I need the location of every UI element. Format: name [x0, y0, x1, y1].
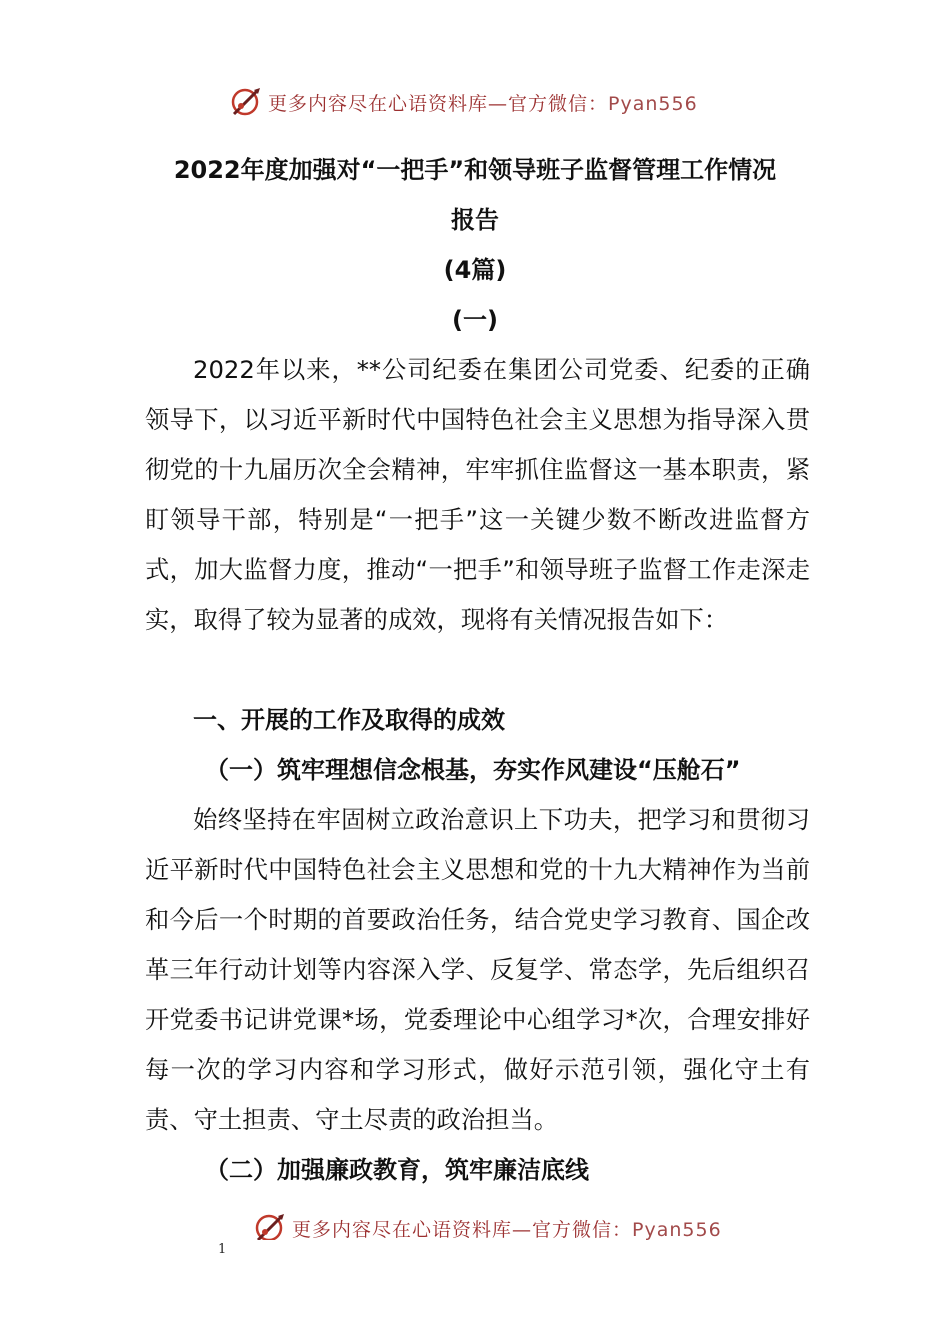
- document-count: (4篇): [443, 256, 507, 284]
- watermark-text: 更多内容尽在心语资料库—官方微信：Pyan556: [292, 1218, 722, 1240]
- wechat-id: Pyan556: [608, 92, 698, 115]
- section-heading: 一、开展的工作及取得的成效: [193, 706, 505, 734]
- subsection-heading-1: （一）筑牢理想信念根基，夯实作风建设“压舱石”: [205, 756, 741, 784]
- page-number: 1: [218, 1242, 227, 1257]
- watermark-banner-bottom: [252, 1204, 732, 1240]
- document-title-line1: 2022年度加强对“一把手”和领导班子监督管理工作情况: [173, 156, 777, 184]
- pen-logo-icon: [228, 84, 264, 120]
- pen-logo-icon: [252, 1210, 288, 1240]
- watermark-text: 更多内容尽在心语资料库—官方微信：Pyan556: [268, 92, 698, 115]
- intro-paragraph: 2022年以来，**公司纪委在集团公司党委、纪委的正确领导下，以习近平新时代中国特色社会主义思想为指导深入贯彻党的十九届历次全会精神，牢牢抓住监督这一基本职责，紧盯领导干部，特别是“一把手”这一关键少数不断改进监督方式，加大监督力度，推动“一把手”和领导班子监督工作走深走实，取得了较为显著的成效，现将有关情况报告如下：: [145, 355, 810, 634]
- document-title-line2: 报告: [451, 206, 499, 234]
- watermark-banner-top: [228, 84, 708, 120]
- subsection-heading-2: （二）加强廉政教育，筑牢廉洁底线: [205, 1156, 589, 1184]
- wechat-id: Pyan556: [632, 1218, 722, 1240]
- body-paragraph: 始终坚持在牢固树立政治意识上下功夫，把学习和贯彻习近平新时代中国特色社会主义思想和党的十九大精神作为当前和今后一个时期的首要政治任务，结合党史学习教育、国企改革三年行动计划等内容深入学、反复学、常态学，先后组织召开党委书记讲党课*场，党委理论中心组学习*次，合理安排好每一次的学习内容和学习形式，做好示范引领，强化守土有责、守土担责、守土尽责的政治担当。: [145, 805, 810, 1134]
- part-label: (一): [452, 306, 498, 334]
